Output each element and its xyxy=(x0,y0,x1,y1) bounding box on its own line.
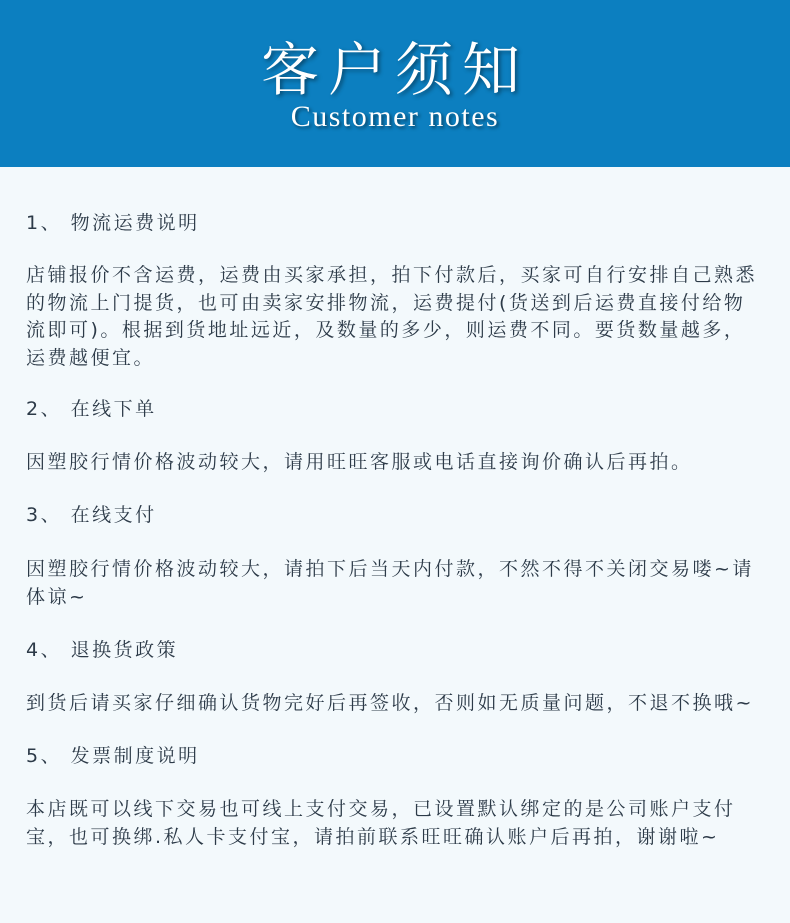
section-body-logistics: 店铺报价不含运费，运费由买家承担，拍下付款后，买家可自行安排自己熟悉的物流上门提货，也可由卖家安排物流，运费提付(货送到后运费直接付给物流即可)。根据到货地址远近，及数量的多少，则运费不同。要货数量越多，运费越便宜。 xyxy=(26,264,758,369)
section-body-invoice: 本店既可以线下交易也可线上支付交易，已设置默认绑定的是公司账户支付宝，也可换绑.私人卡支付宝，请拍前联系旺旺确认账户后再拍，谢谢啦~ xyxy=(26,798,736,848)
section-heading-logistics: 1、 物流运费说明 xyxy=(26,212,200,234)
page-title: 客户须知 xyxy=(260,36,529,104)
section-heading-payment: 3、 在线支付 xyxy=(26,504,157,526)
section-body-order: 因塑胶行情价格波动较大，请用旺旺客服或电话直接询价确认后再拍。 xyxy=(26,451,693,473)
section-heading-invoice: 5、 发票制度说明 xyxy=(26,745,200,767)
section-body-returns: 到货后请买家仔细确认货物完好后再签收，否则如无质量问题，不退不换哦~ xyxy=(26,692,754,714)
header-banner xyxy=(0,0,790,167)
page-subtitle: Customer notes xyxy=(290,100,500,133)
section-heading-returns: 4、 退换货政策 xyxy=(26,639,179,661)
section-body-payment: 因塑胶行情价格波动较大，请拍下后当天内付款，不然不得不关闭交易喽~请体谅~ xyxy=(26,558,754,608)
section-heading-order: 2、 在线下单 xyxy=(26,398,157,420)
